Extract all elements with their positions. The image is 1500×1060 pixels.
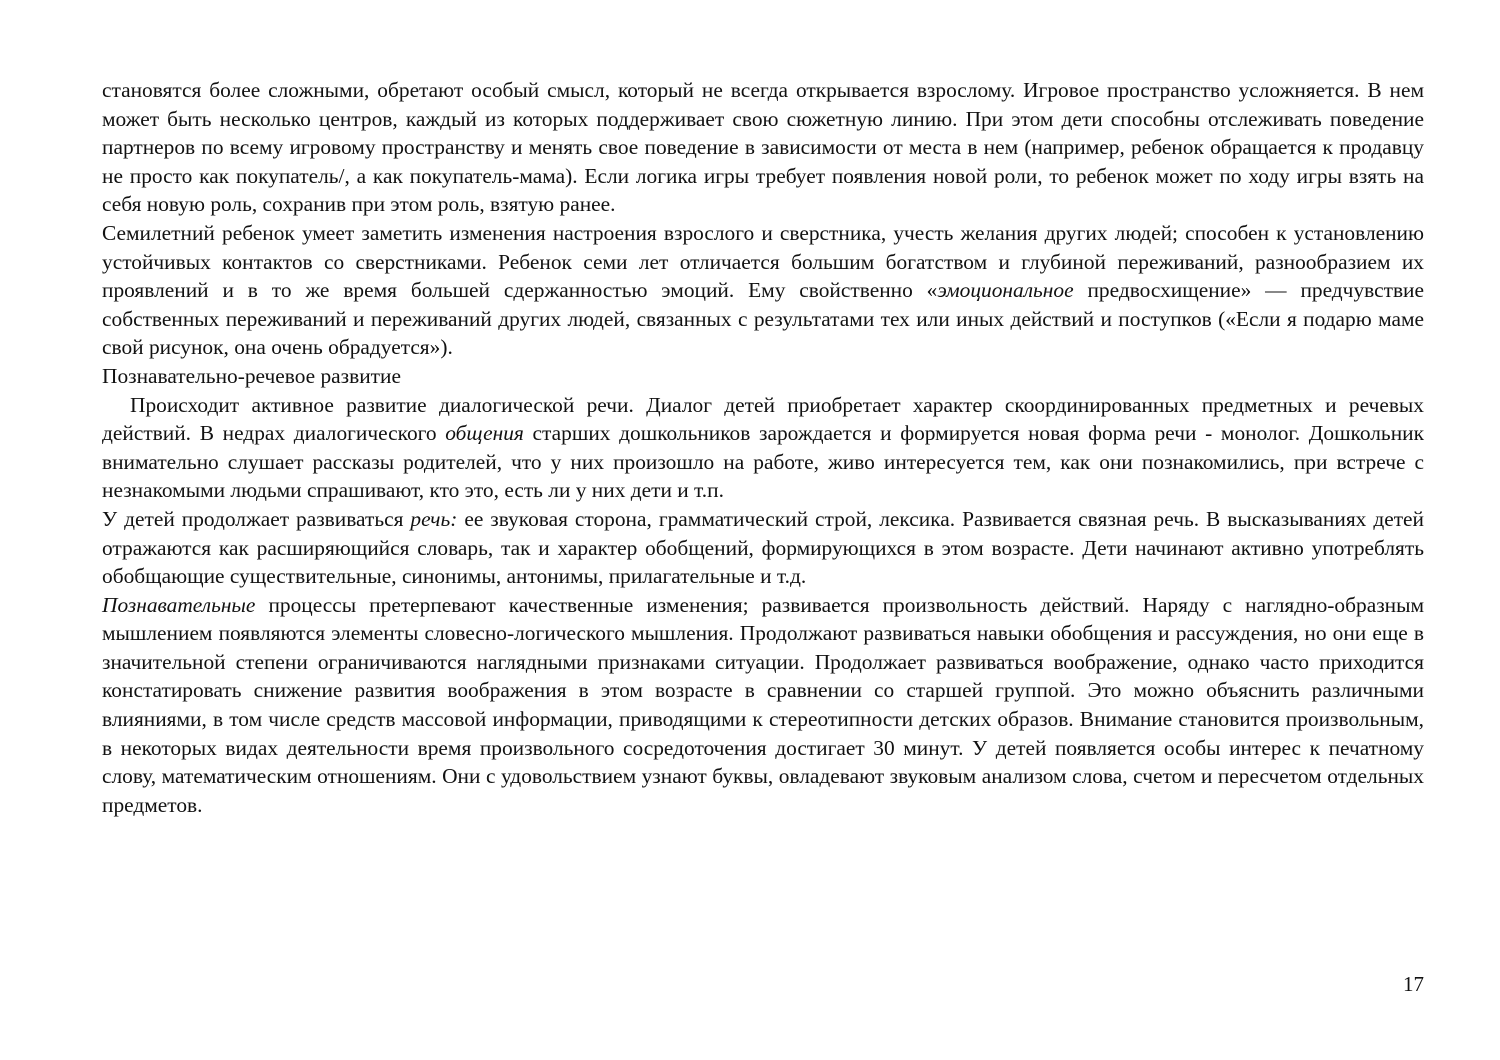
paragraph-emotional-development <box>102 219 1424 362</box>
paragraph-text: ее звуковая сторона, грамматический строй, лексика. Развивается связная речь. В высказываниях детей отражаются как расширяющийся словарь, так и характер обобщений, формирующихся в этом возрасте. Дети начинают активно употреблять обобщающие существительные, синонимы, антонимы, прилагательные и т.д. <box>102 506 1424 589</box>
paragraph-text: Происходит активное развитие диалогической речи. Диалог детей приобретает характер скоординированных предметных и речевых действий. В недрах диалогического <box>102 392 1424 446</box>
italic-term: эмоциональное <box>937 278 1074 303</box>
paragraph-dialogue <box>102 391 1424 505</box>
paragraph-text: У детей продолжает развиваться <box>102 506 411 531</box>
page-number: 17 <box>1403 972 1424 996</box>
paragraph-text: старших дошкольников зарождается и формируется новая форма речи - монолог. Дошкольник внимательно слушает рассказы родителей, что у них произошло на работе, живо интересуется тем, как они познакомились, при встрече с незнакомыми людьми спрашивают, кто это, есть ли у них дети и т.п. <box>102 421 1424 503</box>
paragraph-play-space: становятся более сложными, обретают особый смысл, который не всегда открывается взрослому. Игровое пространство усложняется. В нем может быть несколько центров, каждый из которых поддерживает свою сюжетную линию. При этом дети способны отслеживать поведение партнеров по всему игровому пространству и менять свое поведение в зависимости от места в нем (например, ребенок обращается к продавцу не просто как покупатель/, а как покупатель-мама). Если логика игры требует появления новой роли, то ребенок может по ходу игры взять на себя новую роль, сохранив при этом роль, взятую ранее. <box>102 78 1424 217</box>
italic-term: Познавательные <box>102 592 256 617</box>
document-body <box>102 76 1424 819</box>
paragraph-text: процессы претерпевают качественные изменения; развивается произвольность действий. Наряду с наглядно-образным мышлением появляются элементы словесно-логического мышления. Продолжают развиваться навыки обобщения и рассуждения, но они еще в значительной степени ограничиваются наглядными признаками ситуации. Продолжает развиваться воображение, однако часто приходится констатировать снижение развития воображения в этом возрасте в сравнении со старшей группой. Это можно объяснить различными влияниями, в том числе средств массовой информации, приводящими к стереотипности детских образов. Внимание становится произвольным, в некоторых видах деятельности время произвольного сосредоточения достигает 30 минут. У детей появляется особы интерес к печатному слову, математическим отношениям. Они с удовольствием узнают буквы, овладевают звуковым анализом слова, счетом и пересчетом отдельных предметов. <box>102 592 1424 817</box>
paragraph-text: Семилетний ребенок умеет заметить изменения настроения взрослого и сверстника, учесть желания других людей; способен к установлению устойчивых контактов со сверстниками. Ребенок семи лет отличается большим богатством и глубиной переживаний, разнообразием их проявлений и в то же время большей сдержанностью эмоций. Ему свойственно « <box>102 220 1424 303</box>
italic-term: общения <box>445 421 524 446</box>
paragraph-speech <box>102 505 1424 591</box>
section-heading: Познавательно-речевое развитие <box>102 363 401 388</box>
paragraph-cognitive-processes <box>102 591 1424 820</box>
paragraph-text: предвосхищение» — предчувствие собственных переживаний и переживаний других людей, связанных с результатами тех или иных действий и поступков («Если я подарю маме свой рисунок, она очень обрадуется»). <box>102 278 1424 360</box>
italic-term: речь: <box>410 506 458 531</box>
